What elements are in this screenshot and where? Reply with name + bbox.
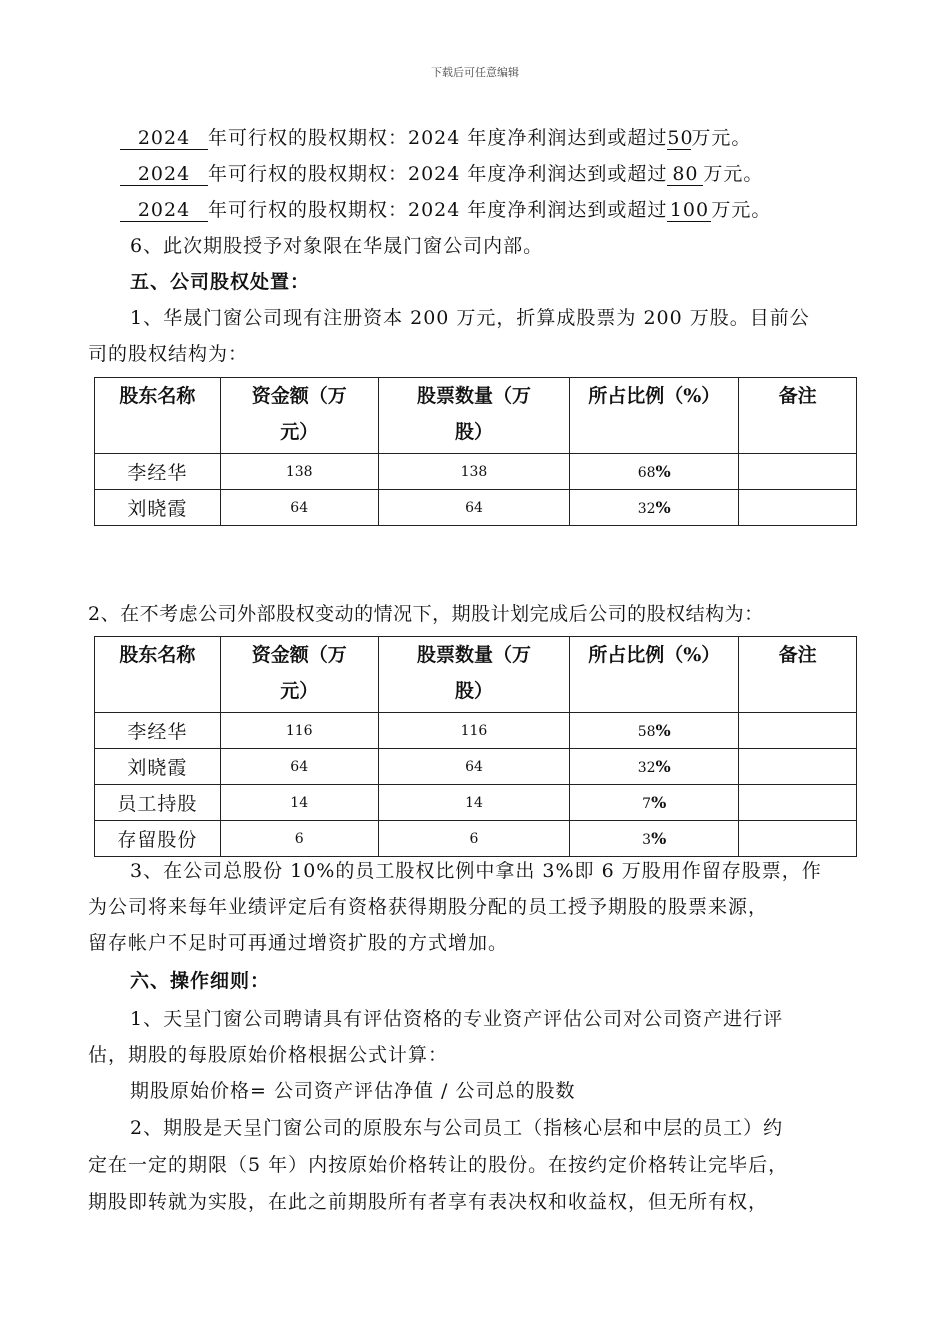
s5-p2: 2、在不考虑公司外部股权变动的情况下，期股计划完成后公司的股权结构为： [88,603,764,625]
option-amount: 100 [667,199,711,222]
option-amount: 80 [667,163,703,186]
header-ratio: 所占比例（%） [570,637,739,713]
header-ratio: 所占比例（%） [570,378,739,454]
header-shareholder: 股东名称 [95,378,221,454]
s5-p1-line1: 1、华晟门窗公司现有注册资本 200 万元，折算成股票为 200 万股。目前公 [130,307,810,329]
section-6-title: 六、操作细则： [130,970,271,992]
s5-p3-line1: 3、在公司总股份 10%的员工股权比例中拿出 3%即 6 万股用作留存股票，作 [130,860,822,882]
table-row: 李经华 116 116 58% [95,713,857,749]
option-unit: 万元。 [691,127,752,149]
s6-p2-line1: 2、期股是天呈门窗公司的原股东与公司员工（指核心层和中层的员工）约 [130,1117,784,1139]
option-text: 年可行权的股权期权：2024 年度净利润达到或超过 [208,163,668,185]
s5-p3-line2: 为公司将来每年业绩评定后有资格获得期股分配的员工授予期股的股票来源， [88,896,769,918]
s6-p1-line2: 估，期股的每股原始价格根据公式计算： [88,1044,449,1066]
option-text: 年可行权的股权期权：2024 年度净利润达到或超过 [208,127,668,149]
option-year: 2024 [120,199,208,222]
header-shares: 股票数量（万 股） [378,378,570,454]
option-amount: 50 [667,127,694,149]
page-header: 下载后可任意编辑 [431,66,519,79]
formula: 期股原始价格= 公司资产评估净值 / 公司总的股数 [130,1080,576,1102]
option-year: 2024 [120,127,208,150]
header-capital: 资金额（万 元） [220,378,378,454]
header-remark: 备注 [739,378,857,454]
option-line-3 [88,192,868,228]
table-row: 李经华 138 138 68% [95,454,857,490]
option-unit: 万元。 [711,199,772,221]
header-capital: 资金额（万 元） [220,637,378,713]
table-row: 刘晓霞 64 64 32% [95,749,857,785]
option-line-2 [88,156,868,192]
shareholding-table-after [94,636,857,857]
option-line-1 [88,120,868,156]
option-unit: 万元。 [703,163,764,185]
option-year: 2024 [120,163,208,186]
header-shares: 股票数量（万 股） [378,637,570,713]
table-row: 存留股份 6 6 3% [95,821,857,857]
shareholding-table-current [94,377,857,526]
s6-p2-line3: 期股即转就为实股，在此之前期股所有者享有表决权和收益权，但无所有权， [88,1191,769,1213]
s6-p2-line2: 定在一定的期限（5 年）内按原始价格转让的股份。在按约定价格转让完毕后， [88,1154,789,1176]
header-shareholder: 股东名称 [95,637,221,713]
table-row: 员工持股 14 14 7% [95,785,857,821]
s6-p1-line1: 1、天呈门窗公司聘请具有评估资格的专业资产评估公司对公司资产进行评 [130,1008,784,1030]
s5-p1-line2: 司的股权结构为： [88,343,249,365]
item-6: 6、此次期股授予对象限在华晟门窗公司内部。 [130,235,544,257]
table-row: 刘晓霞 64 64 32% [95,490,857,526]
section-5-title: 五、公司股权处置： [130,271,311,293]
option-text: 年可行权的股权期权：2024 年度净利润达到或超过 [208,199,668,221]
header-remark: 备注 [739,637,857,713]
s5-p3-line3: 留存帐户不足时可再通过增资扩股的方式增加。 [88,932,509,954]
